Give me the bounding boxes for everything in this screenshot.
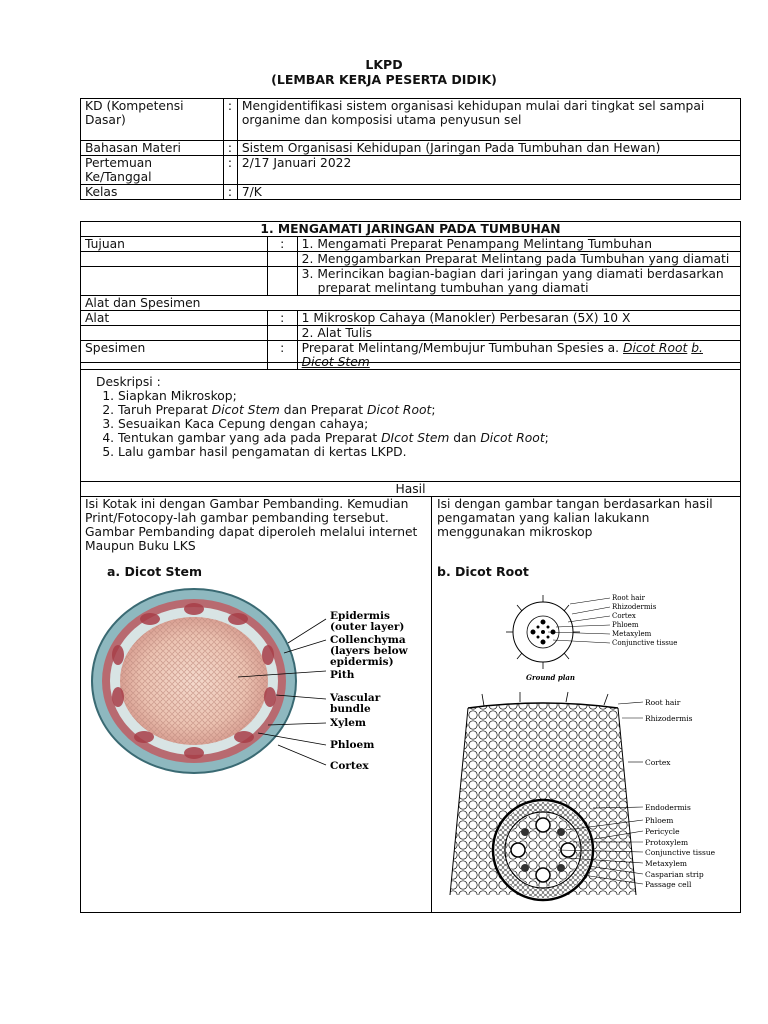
stem-label: Epidermis bbox=[330, 610, 390, 622]
hasil-right-text: Isi dengan gambar tangan berdasarkan hasil pengamatan yang kalian lakukann menggunakan mikroskop bbox=[437, 497, 713, 539]
deskripsi bbox=[96, 375, 696, 459]
stem-label: Vascular bbox=[330, 692, 381, 704]
table-row bbox=[81, 267, 741, 296]
dicot-stem-label: a. Dicot Stem bbox=[107, 564, 203, 579]
colon: : bbox=[267, 341, 297, 370]
table-row bbox=[81, 326, 741, 341]
spesimen-prefix: Preparat Melintang/Membujur Tumbuhan Spesies a. bbox=[301, 341, 623, 355]
alat-item: 2. Alat Tulis bbox=[297, 326, 740, 341]
root-label: Metaxylem bbox=[645, 859, 688, 868]
tujuan-item: 1. Mengamati Preparat Penampang Melintang Tumbuhan bbox=[297, 237, 740, 252]
table-row bbox=[81, 237, 741, 252]
colon: : bbox=[223, 156, 237, 185]
table-row bbox=[81, 252, 741, 267]
document-subtitle: (LEMBAR KERJA PESERTA DIDIK) bbox=[271, 72, 497, 87]
root-label: Root hair bbox=[612, 594, 646, 602]
info-table bbox=[80, 98, 741, 200]
list-item: 4. Tentukan gambar yang ada pada Preparat DIcot Stem dan Dicot Root; bbox=[118, 431, 696, 445]
kd-value: Mengidentifikasi sistem organisasi kehidupan mulai dari tingkat sel sampai organime dan komposisi utama penyusun sel bbox=[237, 99, 740, 141]
list-item: 2. Taruh Preparat Dicot Stem dan Preparat Dicot Root; bbox=[118, 403, 696, 417]
dicot-stem-illustration bbox=[88, 585, 408, 785]
root-label: Endodermis bbox=[645, 803, 691, 812]
root-label: Rhizodermis bbox=[612, 603, 657, 611]
deskripsi-heading: Deskripsi : bbox=[96, 375, 161, 389]
stem-label: bundle bbox=[330, 703, 371, 715]
stem-label: Xylem bbox=[330, 717, 367, 729]
root-label: Rhizodermis bbox=[645, 714, 693, 723]
hasil-left-text: Isi Kotak ini dengan Gambar Pembanding. Kemudian Print/Fotocopy-lah gambar pembanding tersebut. Gambar Pembanding dapat diperoleh melalui internet Maupun Buku LKS bbox=[85, 497, 418, 553]
tujuan-item: 3. Merincikan bagian-bagian dari jaringan yang diamati berdasarkan preparat melintang tumbuhan yang diamati bbox=[297, 267, 740, 296]
table-row bbox=[81, 185, 741, 200]
root-label: Passage cell bbox=[645, 880, 692, 889]
root-label: Root hair bbox=[645, 698, 681, 707]
root-label: Metaxylem bbox=[612, 630, 652, 638]
root-label: Phloem bbox=[612, 621, 639, 629]
root-label: Cortex bbox=[645, 758, 671, 767]
tujuan-item: 2. Menggambarkan Preparat Melintang pada Tumbuhan yang diamati bbox=[297, 252, 740, 267]
spesimen-label: Spesimen bbox=[81, 341, 268, 370]
table-row bbox=[81, 311, 741, 326]
root-label: Phloem bbox=[645, 816, 674, 825]
pertemuan-label: Pertemuan Ke/Tanggal bbox=[81, 156, 224, 185]
root-ground-plan bbox=[498, 592, 698, 687]
tujuan-label: Tujuan bbox=[81, 237, 268, 252]
colon: : bbox=[267, 311, 297, 326]
materi-label: Bahasan Materi bbox=[81, 141, 224, 156]
section-heading: 1. MENGAMATI JARINGAN PADA TUMBUHAN bbox=[81, 222, 741, 237]
colon: : bbox=[223, 141, 237, 156]
stem-label: Collenchyma bbox=[330, 634, 406, 646]
stem-label: (outer layer) bbox=[330, 621, 405, 633]
ground-plan-caption: Ground plan bbox=[526, 673, 576, 682]
root-label: Protoxylem bbox=[645, 838, 689, 847]
list-item: 5. Lalu gambar hasil pengamatan di kertas LKPD. bbox=[118, 445, 696, 459]
table-row bbox=[81, 222, 741, 237]
table-row bbox=[81, 99, 741, 141]
materi-value: Sistem Organisasi Kehidupan (Jaringan Pada Tumbuhan dan Hewan) bbox=[237, 141, 740, 156]
kelas-label: Kelas bbox=[81, 185, 224, 200]
colon: : bbox=[223, 185, 237, 200]
section-table bbox=[80, 221, 741, 370]
table-row bbox=[81, 156, 741, 185]
stem-label: Cortex bbox=[330, 760, 369, 772]
pertemuan-value: 2/17 Januari 2022 bbox=[237, 156, 740, 185]
root-detail bbox=[448, 690, 728, 908]
table-row bbox=[81, 141, 741, 156]
list-item: 1. Siapkan Mikroskop; bbox=[118, 389, 696, 403]
stem-label: Pith bbox=[330, 669, 355, 681]
table-row bbox=[81, 296, 741, 311]
root-label: Conjunctive tissue bbox=[612, 639, 678, 647]
dicot-root-label: b. Dicot Root bbox=[437, 564, 529, 579]
kelas-value: 7/K bbox=[237, 185, 740, 200]
colon: : bbox=[223, 99, 237, 141]
alat-spesimen-label: Alat dan Spesimen bbox=[81, 296, 741, 311]
root-label: Casparian strip bbox=[645, 870, 704, 879]
alat-item: 1 Mikroskop Cahaya (Manokler) Perbesaran (5X) 10 X bbox=[297, 311, 740, 326]
spesimen-a: Dicot Root bbox=[623, 341, 688, 355]
document-title: LKPD bbox=[365, 57, 403, 72]
root-label: Pericycle bbox=[645, 827, 680, 836]
hasil-heading: Hasil bbox=[80, 481, 741, 497]
spesimen-b: b. Dicot Stem bbox=[301, 341, 703, 369]
stem-label: (layers below bbox=[330, 645, 408, 657]
root-label: Conjunctive tissue bbox=[645, 848, 716, 857]
stem-label: Phloem bbox=[330, 739, 375, 751]
list-item: 3. Sesuaikan Kaca Cepung dengan cahaya; bbox=[118, 417, 696, 431]
root-label: Cortex bbox=[612, 612, 636, 620]
colon: : bbox=[267, 237, 297, 252]
kd-label: KD (Kompetensi Dasar) bbox=[81, 99, 224, 141]
alat-label: Alat bbox=[81, 311, 268, 326]
stem-label: epidermis) bbox=[330, 656, 394, 668]
